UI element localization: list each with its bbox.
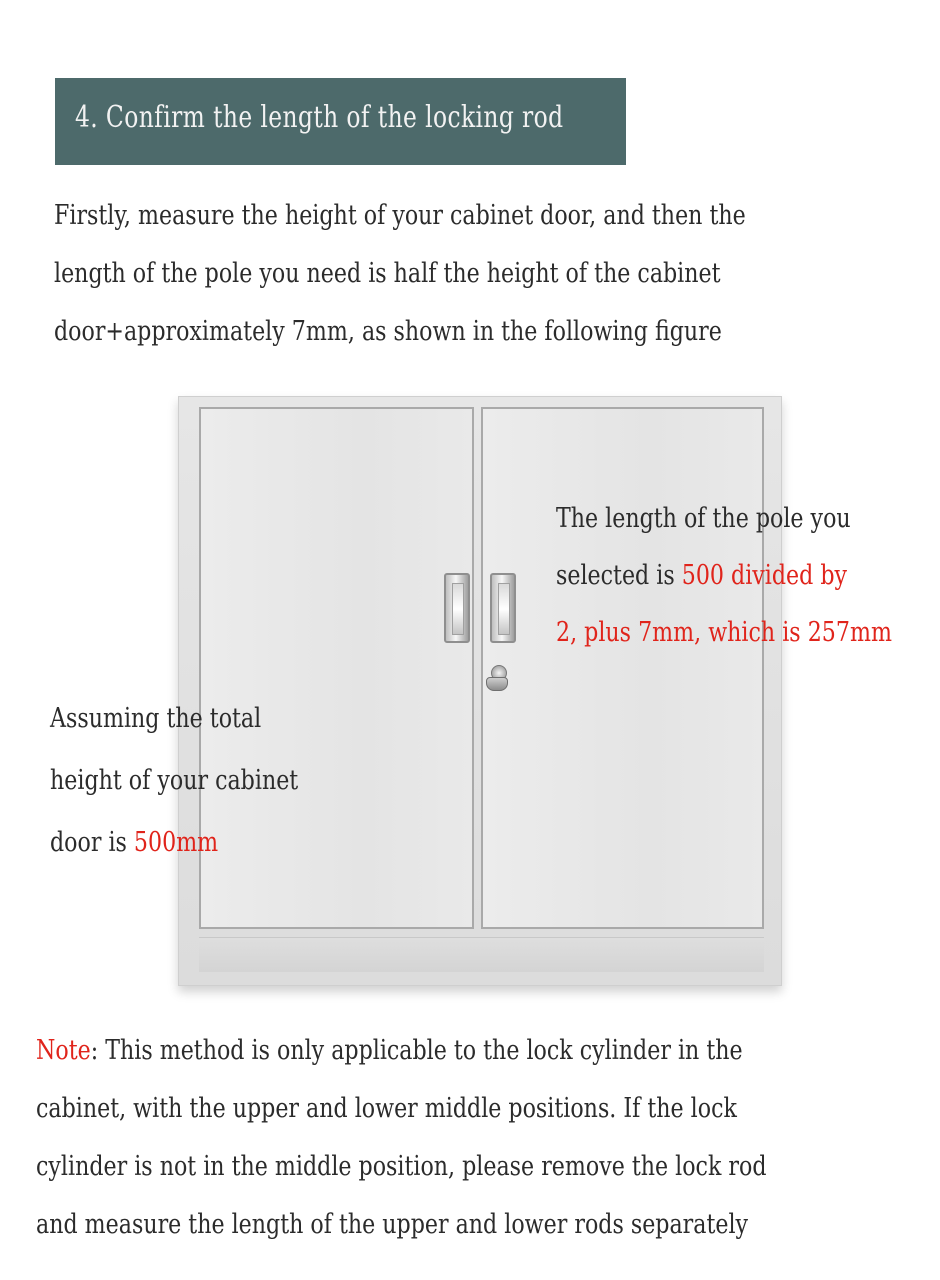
caption-line: door is 500mm [50,827,219,858]
pole-length-caption [556,490,936,661]
intro-line: Firstly, measure the height of your cabinet door, and then the [54,200,746,231]
highlight-text: 500 divided by [681,560,848,591]
right-door-handle [490,573,516,643]
intro-line: length of the pole you need is half the height of the cabinet [54,258,721,289]
caption-line: selected is 500 divided by [556,560,848,591]
section-title-banner [55,78,626,165]
note-paragraph [36,1022,936,1254]
highlight-text: 500mm [133,827,219,858]
caption-line: The length of the pole you [556,503,851,534]
note-line: cylinder is not in the middle position, please remove the lock rod [36,1151,767,1182]
lock-cylinder-icon [485,665,511,693]
cabinet-right-door [481,407,764,929]
intro-paragraph [54,187,914,361]
note-line: cabinet, with the upper and lower middle positions. If the lock [36,1093,737,1124]
note-line: Note: This method is only applicable to the lock cylinder in the [36,1035,743,1066]
section-title: 4. Confirm the length of the locking rod [75,100,564,135]
door-height-caption [50,688,380,874]
note-line: and measure the length of the upper and lower rods separately [36,1209,749,1240]
cabinet-base [199,937,764,972]
caption-line: height of your cabinet [50,765,299,796]
intro-line: door+approximately 7mm, as shown in the following figure [54,316,722,347]
left-door-handle [444,573,470,643]
highlight-text: 2, plus 7mm, which is 257mm [556,617,892,648]
note-label: Note [36,1035,91,1066]
caption-line: Assuming the total [50,703,262,734]
